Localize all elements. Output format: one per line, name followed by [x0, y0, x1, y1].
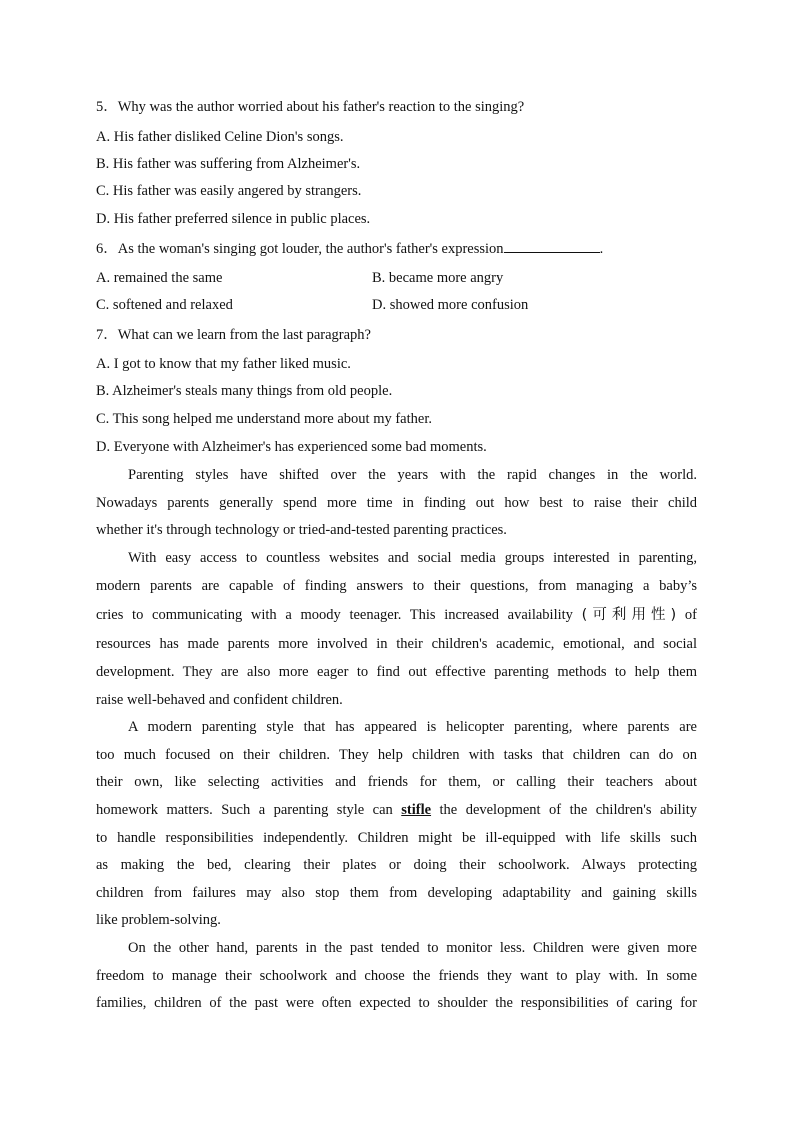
question-6-option-a: A. remained the same — [96, 270, 223, 286]
passage-p2-line-3-end: of — [684, 607, 697, 623]
passage-p1-line-2: Nowadays parents generally spend more time in finding out how best to raise their child — [96, 495, 697, 511]
passage-p4-line-3: families, children of the past were often expected to shoulder the responsibilities of caring for — [96, 995, 697, 1011]
question-5-option-a: A. His father disliked Celine Dion's songs. — [96, 129, 344, 145]
question-6-option-c: C. softened and relaxed — [96, 297, 233, 313]
passage-p3-line-7: children from failures may also stop them from developing adaptability and gaining skills — [96, 885, 697, 901]
passage-p3-line-4-end: the development of the children's ability — [439, 802, 698, 818]
passage-p1-line-3: whether it's through technology or tried-and-tested parenting practices. — [96, 522, 507, 538]
passage-p2-line-4: resources has made parents more involved in their children's academic, emotional, and social — [96, 636, 697, 652]
passage-p3-line-3: their own, like selecting activities and friends for them, or calling their teachers about — [96, 774, 697, 790]
passage-p4-line-1: On the other hand, parents in the past tended to monitor less. Children were given more — [128, 940, 697, 956]
question-7-stem: 7．What can we learn from the last paragraph? — [96, 327, 371, 343]
question-6-option-b: B. became more angry — [372, 270, 504, 286]
question-5-option-d: D. His father preferred silence in public places. — [96, 211, 371, 227]
passage-p3-line-6: as making the bed, clearing their plates or doing their schoolwork. Always protecting — [96, 857, 697, 873]
passage-p2-line-6: raise well-behaved and confident children. — [96, 692, 343, 708]
question-6-stem — [96, 239, 697, 259]
question-5-option-c: C. His father was easily angered by strangers. — [96, 183, 362, 199]
question-6-stem-end: . — [599, 241, 604, 257]
question-5-stem: 5．Why was the author worried about his father's reaction to the singing? — [96, 99, 525, 115]
passage-p4-line-2: freedom to manage their schoolwork and choose the friends they want to play with. In some — [96, 968, 697, 984]
passage-p3-line-8: like problem-solving. — [96, 912, 221, 928]
passage-p3-line-4-text: homework matters. Such a parenting style can — [96, 802, 393, 818]
question-5-option-b: B. His father was suffering from Alzheimer's. — [96, 156, 361, 172]
passage-p1-line-1: Parenting styles have shifted over the years with the rapid changes in the world. — [128, 467, 697, 483]
passage-p2-line-5: development. They are also more eager to find out effective parenting methods to help them — [96, 664, 697, 680]
passage-p3-line-4 — [96, 800, 697, 820]
passage-p3-line-1: A modern parenting style that has appeared is helicopter parenting, where parents are — [128, 719, 697, 735]
chinese-gloss: (可利用性) — [581, 607, 677, 623]
question-6-stem-text: 6．As the woman's singing got louder, the author's father's expression — [96, 241, 504, 257]
question-6-option-d: D. showed more confusion — [372, 297, 529, 313]
passage-p3-line-5: to handle responsibilities independently. Children might be ill-equipped with life skills such — [96, 830, 697, 846]
answer-blank — [504, 239, 600, 253]
question-7-option-c: C. This song helped me understand more about my father. — [96, 411, 432, 427]
question-7-option-a: A. I got to know that my father liked music. — [96, 356, 351, 372]
passage-p2-line-3 — [96, 605, 697, 625]
question-7-option-b: B. Alzheimer's steals many things from old people. — [96, 383, 393, 399]
keyword-stifle: stifle — [401, 802, 432, 818]
passage-p2-line-3-text: cries to communicating with a moody teenager. This increased availability — [96, 607, 573, 623]
passage-p2-line-1: With easy access to countless websites and social media groups interested in parenting, — [128, 550, 697, 566]
passage-p3-line-2: too much focused on their children. They help children with tasks that children can do on — [96, 747, 697, 763]
passage-p2-line-2: modern parents are capable of finding answers to their questions, from managing a baby’s — [96, 578, 697, 594]
question-7-option-d: D. Everyone with Alzheimer's has experienced some bad moments. — [96, 439, 487, 455]
